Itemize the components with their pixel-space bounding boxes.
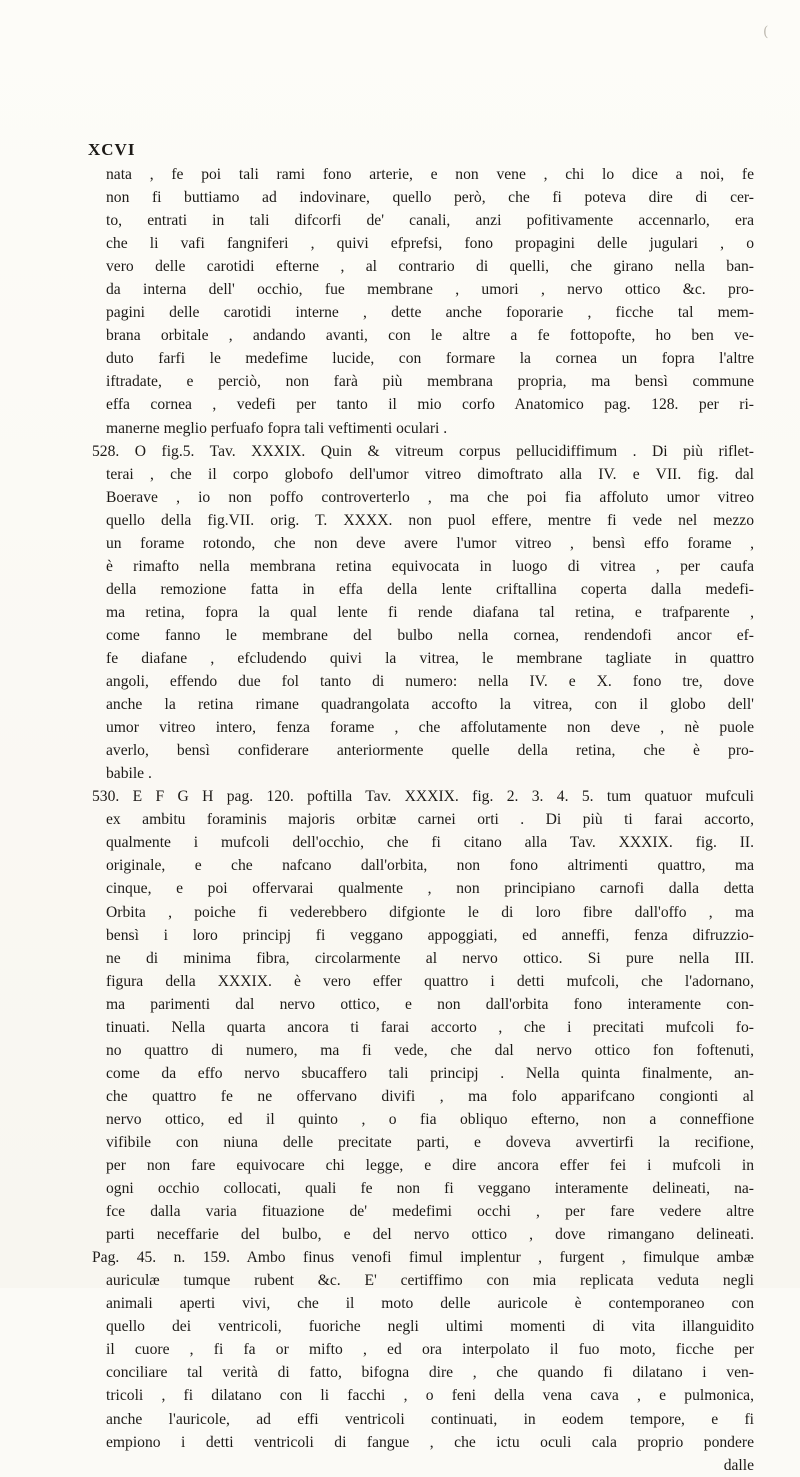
text-line: ex ambitu foraminis majoris orbitæ carnei orti . Di più ti farai accorto, bbox=[106, 811, 754, 829]
text-line: ma retina, fopra la qual lente fi rende diafana tal retina, e trafparente , bbox=[106, 603, 754, 621]
text-line: fce dalla varia fituazione de' medefimi occhi , per fare vedere altre bbox=[106, 1203, 754, 1221]
text-line: nervo ottico, ed il quinto , o fia obliquo efterno, non a conneffione bbox=[106, 1110, 754, 1128]
text-line: Orbita , poiche fi vederebbero difgionte le di loro fibre dall'offo , ma bbox=[106, 903, 754, 921]
text-line: angoli, effendo due fol tanto di numero: nella IV. e X. fono tre, dove bbox=[106, 673, 754, 691]
text-line: to, entrati in tali difcorfi de' canali, anzi pofitivamente accennarlo, era bbox=[106, 212, 754, 230]
text-line: empiono i detti ventricoli di fangue , che ictu oculi cala proprio pondere bbox=[106, 1433, 754, 1451]
text-line: no quattro di numero, ma fi vede, che dal nervo ottico fon foftenuti, bbox=[106, 1041, 754, 1059]
text-line: 528. O fig.5. Tav. XXXIX. Quin & vitreum corpus pellucidiffimum . Di più riflet- bbox=[92, 442, 754, 460]
text-line: vero delle carotidi efterne , al contrario di quelli, che girano nella ban- bbox=[106, 258, 754, 276]
text-line: è rimafto nella membrana retina equivocata in luogo di vitrea , per caufa bbox=[106, 557, 754, 575]
text-line: cinque, e poi offervarai qualmente , non principiano carnofi dalla detta bbox=[106, 880, 754, 898]
text-line: duto farfi le medefime lucide, con formare la cornea un fopra l'altre bbox=[106, 350, 754, 368]
text-line: fe diafane , efcludendo quivi la vitrea, le membrane tagliate in quattro bbox=[106, 649, 754, 667]
text-line: manerne meglio perfuafo fopra tali veftimenti oculari . bbox=[106, 419, 448, 437]
text-line: vifibile con niuna delle precitate parti, e doveva avvertirfi la recifione, bbox=[106, 1133, 754, 1151]
margin-mark: ( bbox=[763, 24, 769, 40]
text-line: per non fare equivocare chi legge, e dire ancora effer fei i mufcoli in bbox=[106, 1157, 754, 1175]
text-line: nata , fe poi tali rami fono arterie, e non vene , chi lo dice a noi, fe bbox=[106, 166, 754, 183]
text-line: pagini delle carotidi interne , dette anche foporarie , ficche tal mem- bbox=[106, 304, 754, 322]
text-line: anche la retina rimane quadrangolata accofto la vitrea, con il globo dell' bbox=[106, 696, 754, 714]
text-line: auriculæ tumque rubent &c. E' certiffimo con mia replicata veduta negli bbox=[106, 1272, 754, 1290]
text-line: non fi buttiamo ad indovinare, quello però, che fi poteva dire di cer- bbox=[106, 189, 754, 207]
text-line: iftradate, e perciò, non farà più membrana propria, ma bensì commune bbox=[106, 373, 754, 391]
text-line: conciliare tal verità di fatto, bifogna dire , che quando fi dilatano i ven- bbox=[106, 1364, 754, 1382]
text-line: quello dei ventricoli, fuoriche negli ultimi momenti di vita illanguidito bbox=[106, 1318, 754, 1336]
text-line: effa cornea , vedefi per tanto il mio corfo Anatomico pag. 128. per ri- bbox=[106, 396, 754, 414]
text-line: come fanno le membrane del bulbo nella cornea, rendendofi ancor ef- bbox=[106, 626, 754, 644]
text-line: Boerave , io non poffo controverterlo , ma che poi fia affoluto umor vitreo bbox=[106, 488, 754, 506]
text-line: figura della XXXIX. è vero effer quattro i detti mufcoli, che l'adornano, bbox=[106, 972, 754, 990]
text-line: Pag. 45. n. 159. Ambo finus venofi fimul implentur , furgent , fimulque ambæ bbox=[92, 1249, 754, 1267]
text-line: ma parimenti dal nervo ottico, e non dall'orbita fono interamente con- bbox=[106, 995, 754, 1013]
text-line: averlo, bensì confiderare anteriormente quelle della retina, che è pro- bbox=[106, 742, 754, 760]
text-line: da interna dell' occhio, fue membrane , umori , nervo ottico &c. pro- bbox=[106, 281, 754, 299]
text-line: che quattro fe ne offervano divifi , ma folo apparifcano congionti al bbox=[106, 1087, 754, 1105]
text-line: anche l'auricole, ad effi ventricoli continuati, in eodem tempore, e fi bbox=[106, 1410, 754, 1428]
text-line: come da effo nervo sbucaffero tali principj . Nella quinta finalmente, an- bbox=[106, 1064, 754, 1082]
text-line: un forame rotondo, che non deve avere l'umor vitreo , bensì effo forame , bbox=[106, 534, 754, 552]
text-line: della remozione fatta in effa della lente criftallina coperta dalla medefi- bbox=[106, 580, 754, 598]
text-line: bensì i loro principj fi veggano appoggiati, ed anneffi, fenza difruzzio- bbox=[106, 926, 754, 944]
text-line: originale, e che nafcano dall'orbita, non fono altrimenti quattro, ma bbox=[106, 857, 754, 875]
text-line: terai , che il corpo globofo dell'umor vitreo dimoftrato alla IV. e VII. fig. dal bbox=[106, 465, 754, 483]
page-number: XCVI bbox=[88, 140, 136, 159]
text-line: brana orbitale , andando avanti, con le altre a fe fottopofte, ho ben ve- bbox=[106, 327, 754, 345]
text-line: dalle bbox=[723, 1456, 754, 1474]
text-line: animali aperti vivi, che il moto delle auricole è contemporaneo con bbox=[106, 1295, 754, 1313]
text-line: tricoli , fi dilatano con li facchi , o feni della vena cava , e pulmonica, bbox=[106, 1387, 754, 1405]
text-line: 530. E F G H pag. 120. poftilla Tav. XXXIX. fig. 2. 3. 4. 5. tum quatuor mufculi bbox=[92, 788, 754, 806]
text-line: ne di minima fibra, circolarmente al nervo ottico. Si pure nella III. bbox=[106, 949, 754, 967]
text-line: tinuati. Nella quarta ancora ti farai accorto , che i precitati mufcoli fo- bbox=[106, 1018, 754, 1036]
text-line: babile . bbox=[106, 765, 152, 783]
text-line: parti neceffarie del bulbo, e del nervo ottico , dove rimangano delineati. bbox=[106, 1226, 754, 1244]
text-line: il cuore , fi fa or mifto , ed ora interpolato il fuo moto, ficche per bbox=[106, 1341, 754, 1359]
text-line: qualmente i mufcoli dell'occhio, che fi citano alla Tav. XXXIX. fig. II. bbox=[106, 834, 754, 852]
text-line: umor vitreo intero, fenza forame , che affolutamente non deve , nè puole bbox=[106, 719, 754, 737]
text-line: ogni occhio collocati, quali fe non fi veggano interamente delineati, na- bbox=[106, 1180, 754, 1198]
text-line: quello della fig.VII. orig. T. XXXX. non puol effere, mentre fi vede nel mezzo bbox=[106, 511, 754, 529]
text-body bbox=[92, 163, 754, 1477]
text-line: che li vafi fangniferi , quivi efprefsi, fono propagini delle jugulari , o bbox=[106, 235, 754, 253]
